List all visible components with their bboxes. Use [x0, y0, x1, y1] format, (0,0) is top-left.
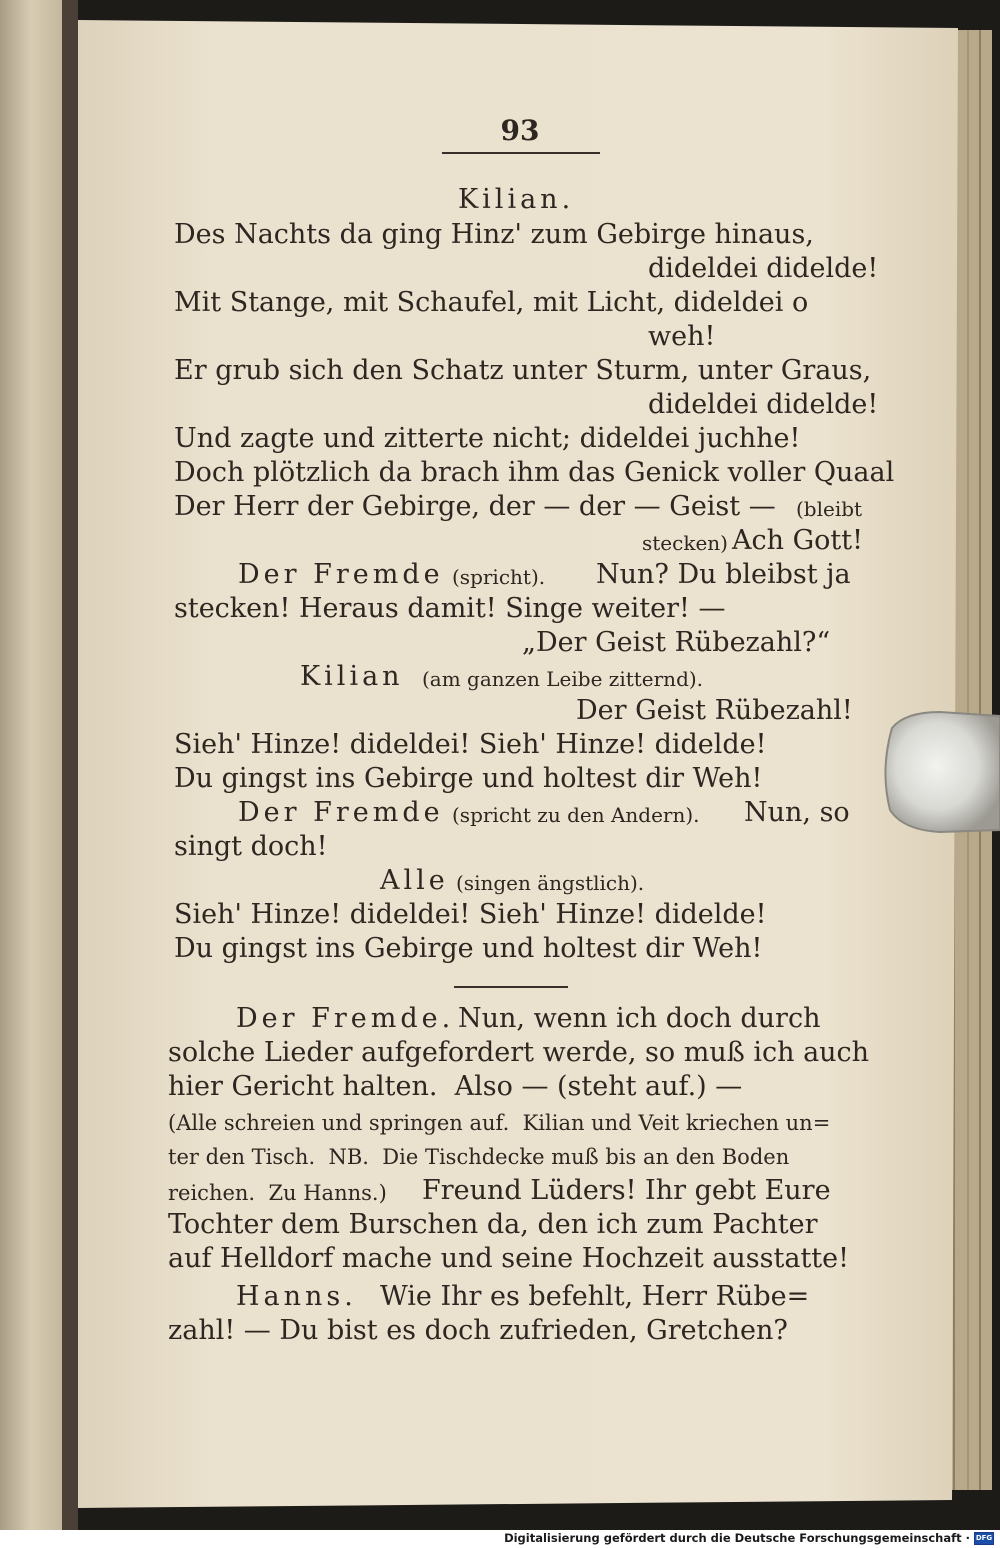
- text-line: Nun, wenn ich doch durch: [458, 1003, 821, 1034]
- text-line: Und zagte und zitterte nicht; dideldei juchhe!: [174, 423, 801, 454]
- text-line: zahl! — Du bist es doch zufrieden, Gretchen?: [168, 1315, 788, 1346]
- text-line: Ach Gott!: [732, 525, 863, 556]
- text-line: Sieh' Hinze! dideldei! Sieh' Hinze! didelde!: [174, 899, 767, 930]
- stage-direction: (spricht zu den Andern).: [452, 803, 700, 827]
- stage-direction: (am ganzen Leibe zitternd).: [422, 667, 704, 691]
- page-number: 93: [500, 114, 540, 147]
- text-line: dideldei dideldе!: [648, 389, 879, 420]
- text-line: Der Geist Rübezahl!: [576, 695, 853, 726]
- stage-direction: (singen ängstlich).: [456, 871, 645, 895]
- stage-direction: stecken): [642, 531, 728, 555]
- stage-direction: ter den Tisch. NB. Die Tischdecke muß bis an den Boden: [168, 1145, 790, 1169]
- stage-direction: (Alle schreien und springen auf. Kilian und Veit kriechen un=: [168, 1111, 831, 1135]
- text-line: hier Gericht halten. Also — (steht auf.) —: [168, 1071, 743, 1102]
- stage-direction: (spricht).: [452, 565, 546, 589]
- speaker-heading: Kilian: [300, 661, 404, 692]
- stage-direction: reichen. Zu Hanns.): [168, 1181, 387, 1205]
- speaker-heading: Der Fremde: [238, 797, 444, 828]
- text-line: Freund Lüders! Ihr gebt Eure: [422, 1175, 831, 1206]
- footer-credit: Digitalisierung gefördert durch die Deutsche Forschungsgemeinschaft ·: [504, 1531, 970, 1545]
- text-line: Nun, so: [744, 797, 850, 828]
- text-line: dideldei dideldе!: [648, 253, 879, 284]
- dfg-logo-icon: DFG: [974, 1532, 994, 1545]
- page-number-rule: [442, 152, 600, 154]
- digitization-footer: [0, 1530, 1000, 1548]
- section-divider: [454, 986, 568, 988]
- text-line: Doch plötzlich da brach ihm das Genick voller Quaal: [174, 457, 895, 488]
- text-line: solche Lieder aufgefordert werde, so muß ich auch: [168, 1037, 870, 1068]
- speaker-heading: Kilian.: [458, 184, 575, 215]
- text-line: singt doch!: [174, 831, 328, 862]
- speaker-heading: Der Fremde.: [236, 1003, 455, 1034]
- text-line: Tochter dem Burschen da, den ich zum Pachter: [168, 1209, 818, 1240]
- text-line: Sieh' Hinze! dideldei! Sieh' Hinze! didelde!: [174, 729, 767, 760]
- text-line: Mit Stange, mit Schaufel, mit Licht, dideldei o: [174, 287, 809, 318]
- text-line: Du gingst ins Gebirge und holtest dir Weh!: [174, 763, 763, 794]
- text-line: weh!: [648, 321, 716, 352]
- text-line: Du gingst ins Gebirge und holtest dir Weh!: [174, 933, 763, 964]
- text-line: Wie Ihr es befehlt, Herr Rübe=: [380, 1281, 810, 1312]
- text-line: Der Herr der Gebirge, der — der — Geist —: [174, 491, 776, 522]
- speaker-heading: Hanns.: [236, 1281, 357, 1312]
- speaker-heading: Alle: [380, 865, 449, 896]
- text-line: Er grub sich den Schatz unter Sturm, unter Graus,: [174, 355, 872, 386]
- stage-direction: (bleibt: [796, 497, 863, 521]
- text-line: Des Nachts da ging Hinz' zum Gebirge hinaus,: [174, 219, 814, 250]
- text-line: „Der Geist Rübezahl?“: [522, 627, 831, 658]
- text-line: Nun? Du bleibst ja: [596, 559, 851, 590]
- text-line: auf Helldorf mache und seine Hochzeit ausstatte!: [168, 1243, 849, 1274]
- speaker-heading: Der Fremde: [238, 559, 444, 590]
- text-line: stecken! Heraus damit! Singe weiter! —: [174, 593, 726, 624]
